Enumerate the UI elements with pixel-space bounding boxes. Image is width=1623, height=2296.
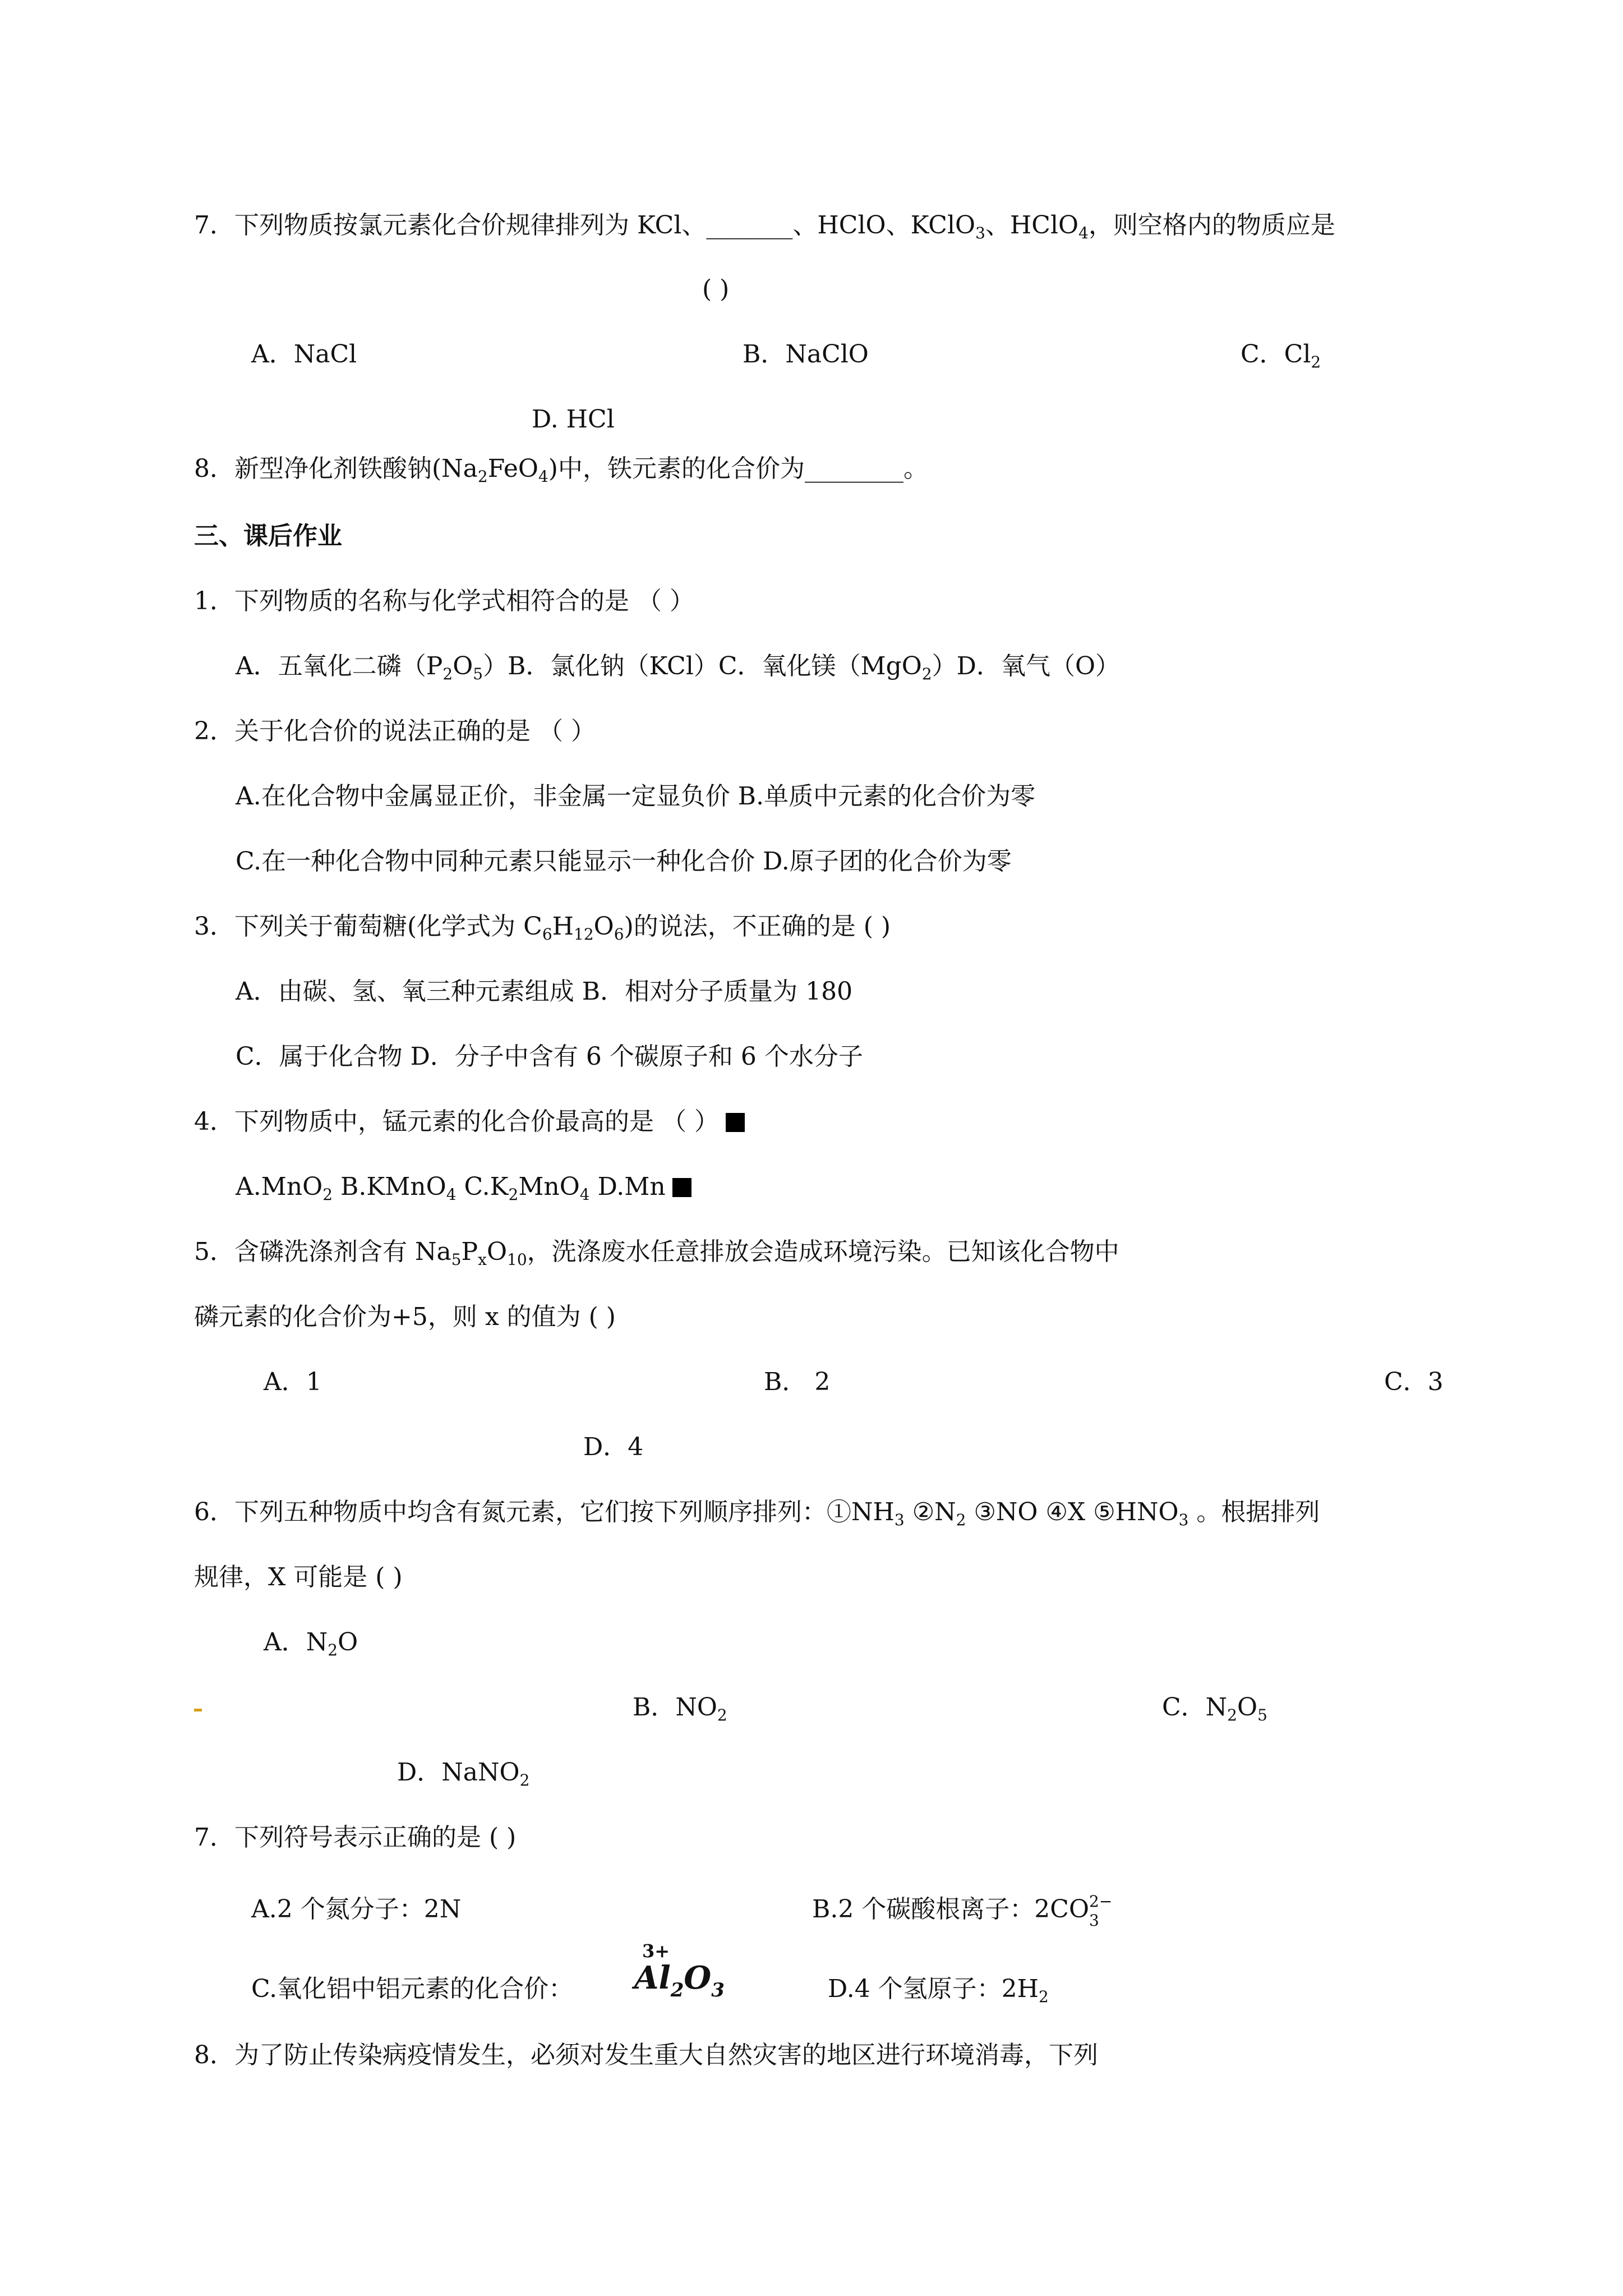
hw-q6-option-b: B．$NO_2$ [633,1693,727,1724]
option-c: C．$Cl_2$ [1241,340,1321,371]
hw-q7-option-b: B.2 个碳酸根离子：2CO 3 2− [812,1892,1113,1930]
hw-question-5: 5．含磷洗涤剂含有 $Na_5P_xO_{10}$，洗涤废水任意排放会造成环境污染。已知该化合物中 [194,1237,1119,1269]
hw-q5-option-a: A．1 [264,1368,322,1396]
answer-bracket: ( ) [702,275,730,303]
hw-q3-options-cd: C．属于化合物 D．分子中含有 6 个碳原子和 6 个水分子 [236,1042,863,1071]
hw-question-6: 6．下列五种物质中均含有氮元素，它们按下列顺序排列：$①NH_3$ $②N_2$ ③NO ④X $⑤HNO_3$ 。根据排列 [194,1498,1320,1529]
option-a: A．NaCl [251,340,357,369]
hw-q5-option-b: B． 2 [764,1368,831,1396]
hw-question-2: 2．关于化合价的说法正确的是 （ ） [194,717,596,746]
hw-q1-options: A．五氧化二磷$(P_2O_5)B$．氯化钠（KCl）C．氧化镁（MgO$_2$）D．氧气（O） [236,652,1121,683]
hw-question-4: 4．下列物质中，锰元素的化合价最高的是 （ ） [194,1106,745,1138]
black-square-icon [726,1113,745,1132]
hw-question-1: 1．下列物质的名称与化学式相符合的是 （ ） [194,587,694,615]
hw-q3-options-ab: A．由碳、氢、氧三种元素组成 B．相对分子质量为 180 [236,977,853,1006]
hw-q5-continuation: 磷元素的化合价为+5，则 x 的值为 ( ) [194,1303,616,1331]
hw-q7-option-d: D.4 个氢原子：$2H_2$ [828,1975,1049,2006]
hw-question-8: 8．为了防止传染病疫情发生，必须对发生重大自然灾害的地区进行环境消毒，下列 [194,2041,1098,2069]
question-7-stem: 7．下列物质按氯元素化合价规律排列为 KCl、_______、HClO、KClO$_3$、HClO$_4$，则空格内的物质应是 [194,211,1335,242]
stray-mark [194,1709,202,1711]
hw-q6-option-d: D．NaNO$_2$ [397,1758,530,1789]
option-b: B．NaClO [743,340,869,369]
black-square-icon [672,1178,691,1197]
hw-q4-options: A.MnO$_2$ B.KMnO$_4$ $C.K_2MnO_4$ D.Mn [236,1171,691,1211]
hw-question-7: 7．下列符号表示正确的是 ( ) [194,1823,517,1852]
option-d: D. HCl [532,405,615,434]
hw-q5-option-d: D．4 [583,1433,644,1461]
question-8-stem: 8．新型净化剂铁酸钠$(Na_2FeO_4)$中，铁元素的化合价为________。 [194,454,928,486]
hw-q6-continuation: 规律，X 可能是 ( ) [194,1563,403,1591]
alumina-valence-formula: 3+ $Al_2O_3$ [634,1940,725,2001]
hw-q5-option-c: C．3 [1384,1368,1444,1396]
hw-q2-options-ab: A.在化合物中金属显正价，非金属一定显负价 B.单质中元素的化合价为零 [236,782,1036,811]
hw-q7-option-c: C.氧化铝中铝元素的化合价： [251,1975,574,2003]
section-heading: 三、课后作业 [194,522,342,550]
hw-q6-option-c: C．$N_2O_5$ [1162,1693,1267,1724]
hw-q2-options-cd: C.在一种化合物中同种元素只能显示一种化合价 D.原子团的化合价为零 [236,847,1012,876]
hw-q7-option-a: A.2 个氮分子：2N [251,1895,462,1924]
hw-q6-option-a: A．$N_2O$ [264,1628,358,1659]
hw-question-3: 3．下列关于葡萄糖(化学式为 $C_6H_{12}O_6$)的说法，不正确的是 ( ) [194,912,891,944]
